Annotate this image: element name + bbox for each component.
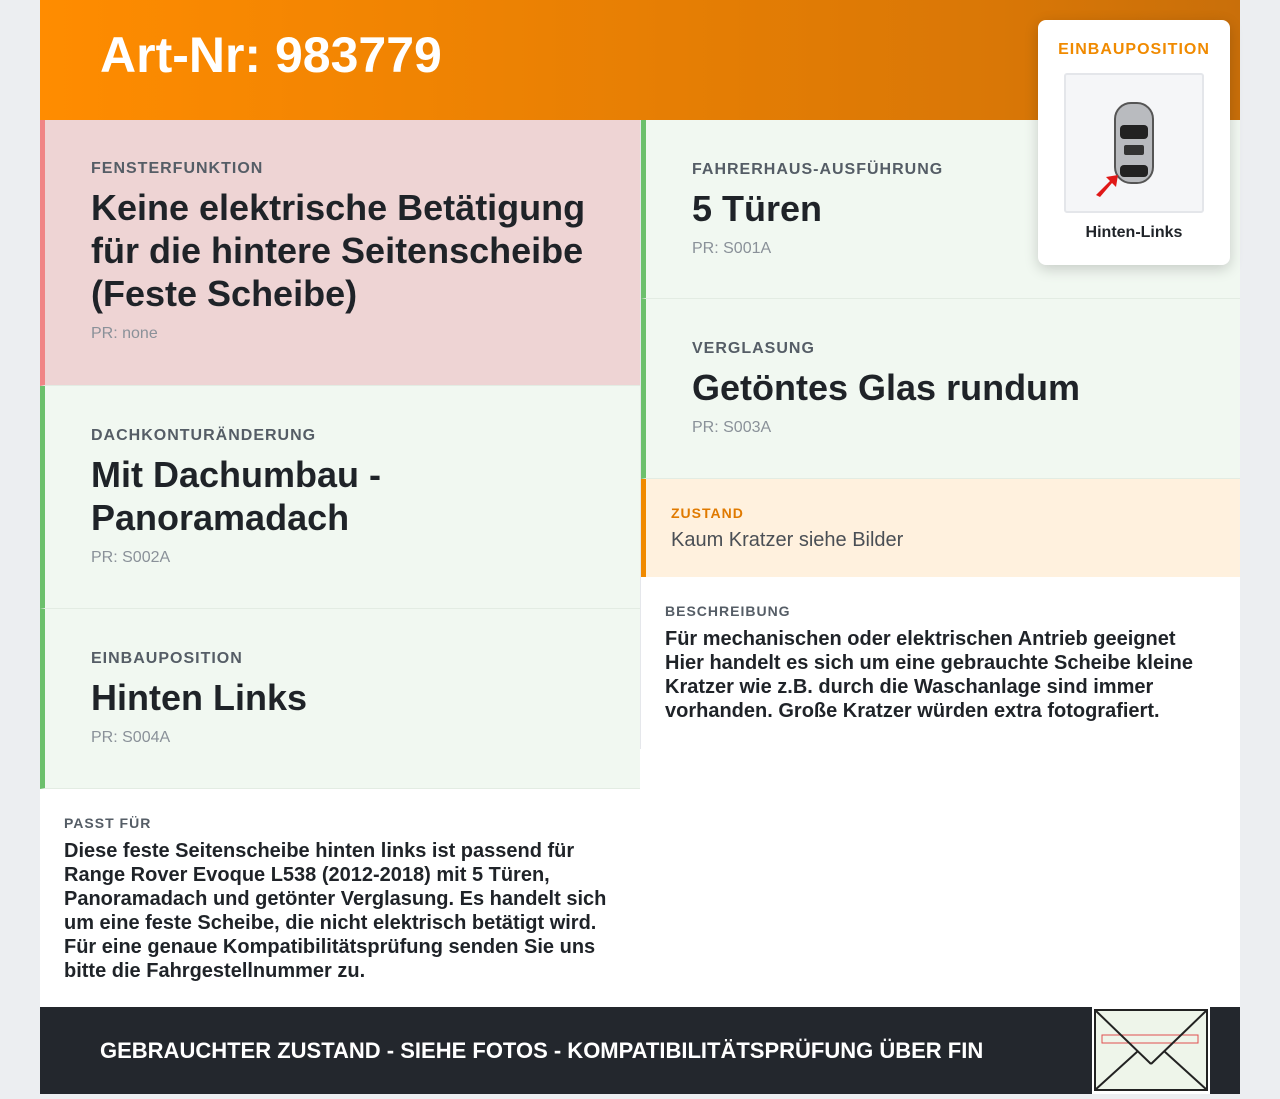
beschreibung-section [641, 577, 1240, 749]
spec-label: VERGLASUNG [692, 340, 815, 357]
spec-label: EINBAUPOSITION [91, 650, 243, 667]
spec-pr: PR: S004A [91, 729, 171, 746]
spec-label: DACHKONTURÄNDERUNG [91, 427, 317, 444]
zustand-section [641, 479, 1240, 577]
zustand-text: Kaum Kratzer siehe Bilder [671, 529, 904, 551]
arrow-icon [1096, 175, 1118, 197]
article-number: Art-Nr: 983779 [100, 27, 442, 83]
car-top-view-icon [1066, 75, 1202, 211]
spec-label: FAHRERHAUS-AUSFÜHRUNG [692, 161, 944, 178]
footer-banner [40, 1007, 1240, 1094]
spec-value: 5 Türen [692, 188, 823, 229]
spec-pr: PR: S003A [692, 419, 772, 436]
spec-value: Mit Dachumbau - Panoramadach [91, 454, 382, 538]
page [40, 0, 1240, 1094]
envelope-vin-image [1092, 1007, 1210, 1094]
car-position-image [1064, 73, 1204, 213]
passt-label: PASST FÜR [64, 815, 152, 831]
beschreibung-text: Für mechanischen oder elektrischen Antrieb geeignet Hier handelt es sich um eine gebrauchte Scheibe kleine Kratzer wie z.B. durch die Waschanlage sind immer vorhanden. Große Kratzer würden extra fotografiert. [665, 628, 1193, 722]
spec-value: Keine elektrische Betätigung für die hintere Seitenscheibe (Feste Scheibe) [91, 187, 586, 314]
spec-pr: PR: S001A [692, 240, 772, 257]
spec-label: FENSTERFUNKTION [91, 160, 264, 177]
spec-value: Getöntes Glas rundum [692, 367, 1081, 408]
zustand-label: ZUSTAND [671, 505, 744, 521]
spec-value: Hinten Links [91, 677, 308, 718]
popup-label: EINBAUPOSITION [1058, 41, 1210, 58]
beschreibung-label: BESCHREIBUNG [665, 603, 791, 619]
spec-card-fensterfunktion [40, 120, 640, 386]
passt-text: Diese feste Seitenscheibe hinten links ist passend für Range Rover Evoque L538 (2012-2018) mit 5 Türen, Panoramadach und getönter Verglasung. Es handelt sich um eine feste Scheibe, die nicht elektrisch betätigt wird. Für eine genaue Kompatibilitätsprüfung senden Sie uns bitte die Fahrgestellnummer zu. [64, 840, 607, 982]
passt-fuer-section [40, 789, 640, 1009]
left-column [40, 120, 640, 1009]
position-popup [1038, 20, 1230, 265]
spec-card-dachkontur [40, 386, 640, 609]
envelope-icon [1092, 1007, 1210, 1094]
spec-pr: PR: none [91, 325, 158, 342]
spec-pr: PR: S002A [91, 549, 171, 566]
spec-card-verglasung [641, 299, 1240, 479]
footer-text: GEBRAUCHTER ZUSTAND - SIEHE FOTOS - KOMPATIBILITÄTSPRÜFUNG ÜBER FIN [100, 1038, 984, 1063]
popup-caption: Hinten-Links [1085, 224, 1183, 241]
spec-card-einbauposition [40, 609, 640, 789]
